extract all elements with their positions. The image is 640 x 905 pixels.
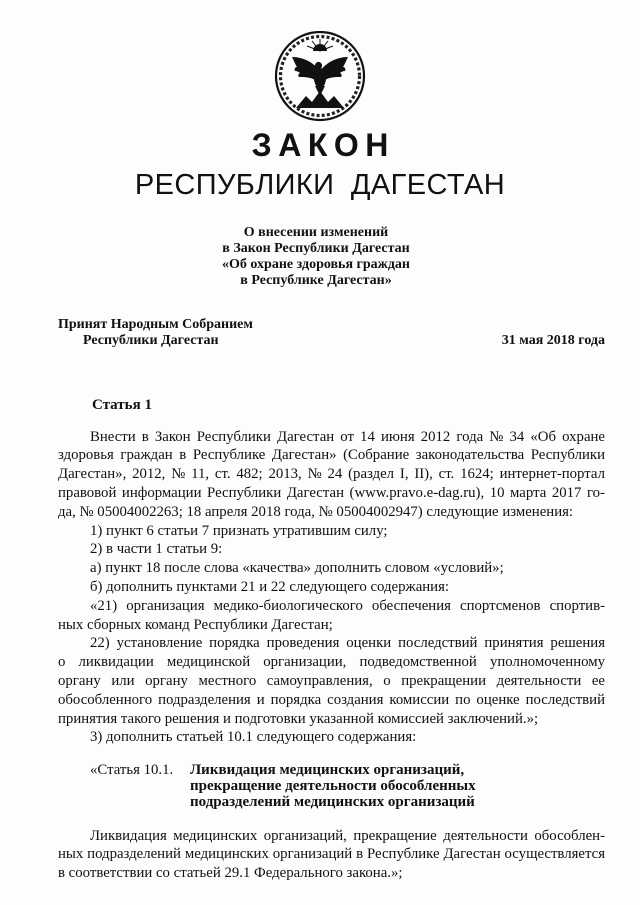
article-10-1-title-line: прекращение деятельности обособленных xyxy=(190,778,476,794)
article-1-line: о ликвидации медицинской организации, подведомственной уполномоченному xyxy=(58,654,605,671)
article-1-line: «21) организация медико-биологического обеспечения спортсменов спортив- xyxy=(90,597,605,614)
article-10-1-line: ных подразделений медицинских организаций в Республике Дагестан осуществляется xyxy=(58,846,605,863)
article-1-line: 1) пункт 6 статьи 7 признать утратившим силу; xyxy=(90,522,388,539)
law-heading xyxy=(0,225,632,289)
article-1-line: здоровья граждан в Республике Дагестан» (Собрание законодательства Республики xyxy=(58,447,605,464)
law-heading-line: «Об охране здоровья граждан xyxy=(222,257,410,272)
article-10-1-line: Ликвидация медицинских организаций, прекращение деятельности обособлен- xyxy=(90,827,605,844)
article-1-line: органу или органу местного самоуправления, о прекращении деятельности ее xyxy=(58,672,605,689)
article-1-line: 2) в части 1 статьи 9: xyxy=(90,541,223,558)
adoption-body-line: Принят Народным Собранием xyxy=(58,317,253,332)
adoption-date: 31 мая 2018 года xyxy=(501,333,605,348)
law-heading-line: в Республике Дагестан» xyxy=(240,273,392,288)
article-10-1-label: «Статья 10.1. xyxy=(90,762,174,778)
emblem-sun xyxy=(307,39,333,51)
article-10-1-body xyxy=(58,827,605,883)
article-1-line: да, № 05004002263; 18 апреля 2018 года, № 05004002947) следующие изменения: xyxy=(58,503,574,520)
article-1-line: обособленного подразделения и порядка создания комиссии по оценке последствий xyxy=(58,691,605,708)
article-1-line: Внести в Закон Республики Дагестан от 14 июня 2012 года № 34 «Об охране xyxy=(90,428,605,445)
article-1-line: 22) установление порядка проведения оценки последствий принятия решения xyxy=(90,635,605,652)
article-1-line: б) дополнить пунктами 21 и 22 следующего содержания: xyxy=(90,578,450,595)
law-heading-line: О внесении изменений xyxy=(243,225,389,240)
article-1-line: правовой информации Республики Дагестан (www.pravo.e-dag.ru), 10 марта 2017 го- xyxy=(58,484,605,501)
article-1-line: а) пункт 18 после слова «качества» дополнить словом «условий»; xyxy=(90,560,504,577)
emblem-mountains xyxy=(296,91,344,108)
republic-title: РЕСПУБЛИКИ ДАГЕСТАН xyxy=(134,169,506,201)
coat-of-arms-icon xyxy=(270,26,370,126)
document-type-title: ЗАКОН xyxy=(251,127,395,163)
article-1-title: Статья 1 xyxy=(92,397,152,413)
emblem-eagle xyxy=(292,57,348,96)
article-10-1-line: в соответствии со статьей 29.1 Федерального закона.»; xyxy=(58,865,403,882)
adoption-body-line: Республики Дагестан xyxy=(83,333,219,348)
article-1-line: Дагестан», 2012, № 11, ст. 482; 2013, № 24 (раздел I, II), ст. 1624; интернет-портал xyxy=(58,466,605,483)
article-10-1-title-line: Ликвидация медицинских организаций, xyxy=(190,762,465,778)
article-10-1-title-line: подразделений медицинских организаций xyxy=(190,794,475,810)
article-1-line: ных сборных команд Республики Дагестан; xyxy=(58,616,333,633)
article-1-line: 3) дополнить статьей 10.1 следующего содержания: xyxy=(90,729,417,746)
article-10-1-title xyxy=(190,762,476,810)
law-heading-line: в Закон Республики Дагестан xyxy=(222,241,410,256)
article-1-line: принятия такого решения и подготовки указанной комиссией заключений.»; xyxy=(58,710,539,727)
article-1-body xyxy=(58,428,605,748)
